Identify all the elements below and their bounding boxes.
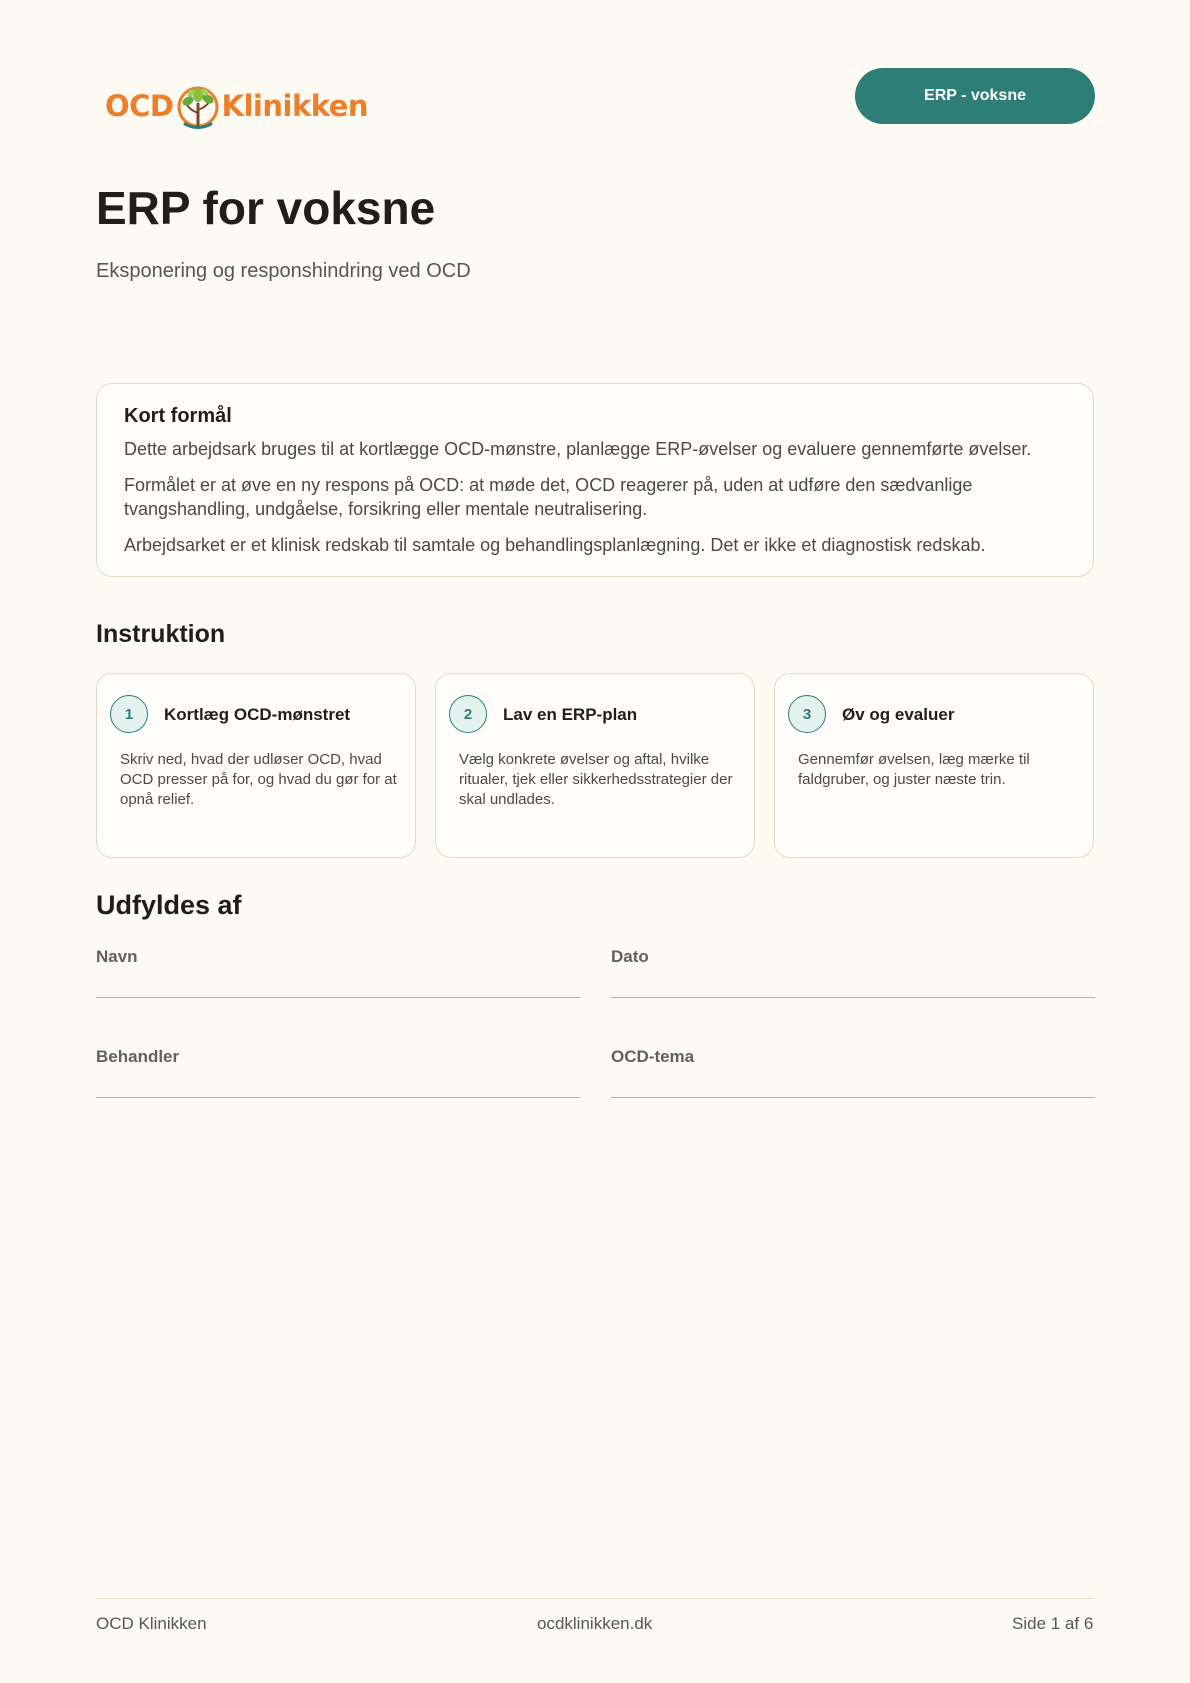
fill-heading: Udfyldes af [96,890,242,920]
footer-divider [96,1598,1094,1599]
logo-text-left: OCD [105,89,174,123]
ocd-theme-field[interactable] [611,1097,1095,1098]
instruction-heading: Instruktion [96,620,226,648]
step-number-badge: 2 [449,695,487,733]
purpose-paragraph: Formålet er at øve en ny respons på OCD: at møde det, OCD reagerer på, uden at udføre den sædvanlige tvangshandling, undgåelse, forsikring eller mentale neutralisering. [124,475,973,519]
tree-logo-icon [175,80,221,132]
step-title: Øv og evaluer [842,705,955,724]
step-description: Skriv ned, hvad der udløser OCD, hvad OCD presser på for, og hvad du gør for at opnå relief. [120,751,397,808]
purpose-heading: Kort formål [124,405,232,427]
page-subtitle: Eksponering og responshindring ved OCD [96,260,471,282]
field-label-therapist: Behandler [96,1047,180,1066]
step-card-2 [435,673,755,858]
footer-clinic-name: OCD Klinikken [96,1614,207,1633]
field-label-date: Dato [611,947,649,966]
step-number-badge: 1 [110,695,148,733]
step-card-1 [96,673,416,858]
ocd-klinikken-logo [105,80,368,132]
purpose-paragraph: Dette arbejdsark bruges til at kortlægge OCD-mønstre, planlægge ERP-øvelser og evaluere gennemførte øvelser. [124,439,1032,459]
footer-website: ocdklinikken.dk [537,1614,653,1633]
step-title: Kortlæg OCD-mønstret [164,705,351,724]
category-badge: ERP - voksne [855,68,1095,124]
therapist-field[interactable] [96,1097,580,1098]
step-card-3 [774,673,1094,858]
name-field[interactable] [96,997,580,998]
page-title: ERP for voksne [96,182,436,234]
purpose-paragraph: Arbejdsarket er et klinisk redskab til samtale og behandlingsplanlægning. Det er ikke et diagnostisk redskab. [124,535,986,555]
purpose-box [96,383,1094,577]
field-label-ocd-theme: OCD-tema [611,1047,695,1066]
step-description: Gennemfør øvelsen, læg mærke til faldgruber, og juster næste trin. [798,751,1030,788]
step-number-badge: 3 [788,695,826,733]
step-title: Lav en ERP-plan [503,705,638,724]
footer-page-number: Side 1 af 6 [1012,1614,1094,1633]
date-field[interactable] [611,997,1095,998]
field-label-name: Navn [96,947,138,966]
step-description: Vælg konkrete øvelser og aftal, hvilke ritualer, tjek eller sikkerhedsstrategier der skal undlades. [459,751,733,808]
logo-text-right: Klinikken [221,89,369,123]
